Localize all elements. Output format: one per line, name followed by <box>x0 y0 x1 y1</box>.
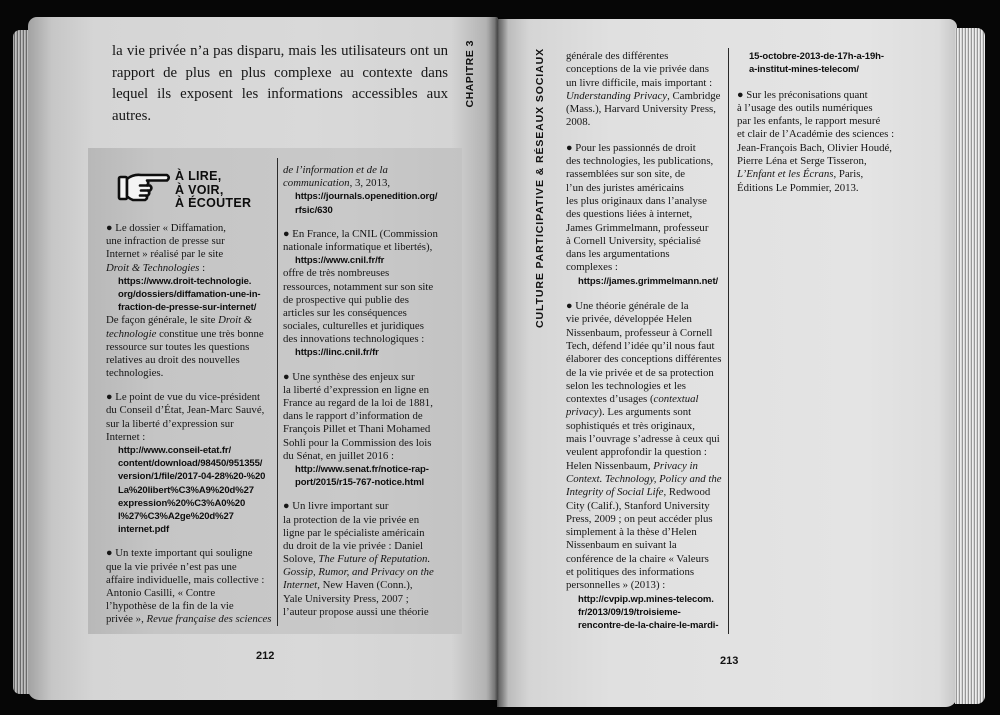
url-line: rfsic/630 <box>295 204 333 216</box>
text-line: ressources, notamment sur son site <box>283 280 434 293</box>
column-divider <box>728 48 729 634</box>
text-segment: , Cambridge <box>667 89 721 102</box>
italic-title: Context. Technology, Policy and the <box>566 472 722 485</box>
text-line: ● Sur les préconisations quant <box>737 88 868 101</box>
text-line: ligne par le spécialiste américain <box>283 526 425 539</box>
text-line <box>737 168 894 181</box>
text-line: (Mass.), Harvard University Press, <box>566 103 716 116</box>
text-line: de prospective qui publie des <box>283 293 409 306</box>
text-line: du Conseil d’État, Jean-Marc Sauvé, <box>106 404 265 417</box>
reading-entry <box>283 371 438 490</box>
heading-line: À LIRE, <box>175 169 222 183</box>
text-line: conférence de la chaire « Valeurs <box>566 552 709 565</box>
section-tab: CULTURE PARTICIPATIVE & RÉSEAUX SOCIAUX <box>534 48 546 328</box>
text-segment: , Paris, <box>833 168 864 181</box>
text-line: rassemblées sur son site, de <box>566 168 686 181</box>
text-line: ressource sur toutes les questions <box>106 340 250 353</box>
url-line: internet.pdf <box>118 524 170 536</box>
text-segment: Helen Nissenbaum, <box>566 459 654 472</box>
url-line: https://linc.cnil.fr/fr <box>295 347 379 359</box>
reading-entry <box>737 50 894 77</box>
text-segment: , 3, 2013, <box>349 177 391 190</box>
text-line: autres. <box>112 108 152 125</box>
text-line: à Cornell University, spécialisé <box>566 234 701 247</box>
italic-title: Internet <box>283 579 318 592</box>
reading-entry <box>566 300 722 632</box>
text-line <box>283 566 438 579</box>
italic-title: Droit & <box>218 314 253 327</box>
text-line: nationale informatique et libertés), <box>283 240 433 253</box>
reading-entry <box>106 222 272 380</box>
text-line: ● Un texte important qui souligne <box>106 547 253 560</box>
italic-title: Integrity of Social Life <box>566 486 664 499</box>
text-line: Nissenbaum en suivant la <box>566 539 677 552</box>
text-line <box>283 579 438 592</box>
page-number: 213 <box>720 655 739 667</box>
reading-box-heading <box>175 170 251 211</box>
text-line: Antonio Casilli, « Contre <box>106 586 216 599</box>
url-line: port/2015/r15-767-notice.html <box>295 477 425 489</box>
italic-title: privacy <box>566 406 599 419</box>
text-segment: privée », <box>106 613 147 626</box>
text-line: vie privée, développée Helen <box>566 313 692 326</box>
italic-title: technologie <box>106 327 157 340</box>
text-line: et politiques des informations <box>566 565 695 578</box>
text-segment: , Redwood <box>663 486 711 499</box>
text-line: ● En France, la CNIL (Commission <box>283 227 438 240</box>
text-line <box>106 314 272 327</box>
text-line <box>283 164 438 177</box>
text-segment: Solove, <box>283 553 319 566</box>
italic-title: Understanding Privacy <box>566 89 668 102</box>
text-line: Yale University Press, 2007 ; <box>283 592 409 605</box>
text-line <box>283 553 438 566</box>
text-line: France au regard de la loi de 1881, <box>283 397 433 409</box>
text-line: du Sénat, en juillet 2016 : <box>283 449 394 462</box>
url-line: org/dossiers/diffamation-une-in- <box>118 288 261 300</box>
text-line: l’hypothèse de la fin de la vie <box>106 600 234 613</box>
text-line: dans les argumentations <box>566 248 670 261</box>
italic-title: L’Enfant et les Écrans <box>737 168 834 181</box>
italic-title: de l’information et de la <box>283 164 388 176</box>
italic-title: Privacy in <box>653 459 698 472</box>
text-line: ● Le dossier « Diffamation, <box>106 222 226 234</box>
italic-title: contextual <box>653 393 699 406</box>
text-line <box>566 473 722 486</box>
url-line: 15-octobre-2013-de-17h-a-19h- <box>749 51 884 62</box>
text-line: des questions liées à internet, <box>566 208 693 221</box>
text-line: articles sur les conséquences <box>283 306 407 319</box>
heading-line: À VOIR, <box>175 182 224 197</box>
text-line: James Grimmelmann, professeur <box>566 221 709 234</box>
text-line: de la vie privée et de sa protection <box>566 366 714 379</box>
text-line: selon les technologies et les <box>566 379 686 392</box>
text-line: générale des différentes <box>566 50 669 62</box>
text-segment: ). Les arguments sont <box>598 406 692 419</box>
text-line: du droit de la vie privée : Daniel <box>283 539 424 552</box>
pointing-hand-icon <box>117 168 173 209</box>
text-line <box>566 460 722 473</box>
text-line: Press, 2009 ; on peut accéder plus <box>566 512 713 525</box>
reading-column-2 <box>283 164 438 619</box>
text-line: rapport de plus en plus complexe au contexte dans <box>112 64 448 81</box>
text-line: la liberté d’expression en ligne en <box>283 383 430 396</box>
text-line: Sohli pour la Commission des lois <box>283 436 432 449</box>
reading-entry <box>283 228 438 360</box>
url-line: http://www.senat.fr/notice-rap- <box>295 463 429 475</box>
text-line <box>566 90 722 103</box>
url-line: http://cvpip.wp.mines-telecom. <box>578 593 714 605</box>
text-line: ● Un livre important sur <box>283 500 389 513</box>
page-stack-right <box>955 28 985 704</box>
url-line: version/1/file/2017-04-28%20-%20 <box>118 471 266 483</box>
text-line: par les enfants, le rapport mesuré <box>737 115 881 128</box>
text-line: élaborer des conceptions différentes <box>566 353 722 366</box>
book-spine-shadow <box>486 17 508 707</box>
reading-column-1 <box>106 222 272 626</box>
text-line: technologies. <box>106 367 164 380</box>
text-line: ● Le point de vue du vice-président <box>106 391 261 404</box>
chapter-tab: CHAPITRE 3 <box>464 40 476 108</box>
url-line: https://journals.openedition.org/ <box>295 191 438 203</box>
text-line: Nissenbaum, professeur à Cornell <box>566 326 713 339</box>
text-line: que la vie privée n’est pas une <box>106 560 237 573</box>
url-line: l%27%C3%A2ge%20d%27 <box>118 510 234 522</box>
column-divider <box>277 158 278 626</box>
text-line: sur la liberté d’expression sur <box>106 417 234 430</box>
italic-title: The Future of Reputation. <box>318 553 431 566</box>
text-line: offre de très nombreuses <box>283 267 390 280</box>
text-line: ● Une synthèse des enjeux sur <box>283 370 415 383</box>
text-line: un livre difficile, mais important : <box>566 76 713 89</box>
text-segment: De façon générale, le site <box>106 314 219 327</box>
text-line <box>566 406 722 419</box>
text-line: complexes : <box>566 261 618 274</box>
url-line: http://www.conseil-etat.fr/ <box>118 445 232 456</box>
url-line: rencontre-de-la-chaire-le-mardi- <box>578 620 719 632</box>
url-line: https://www.cnil.fr/fr <box>295 255 385 267</box>
text-line: François Pillet et Thani Mohamed <box>283 423 431 436</box>
text-line: Tech, défend l’idée qu’il nous faut <box>566 339 715 352</box>
intro-paragraph <box>112 41 448 128</box>
url-line: https://www.droit-technologie. <box>118 275 252 287</box>
text-line: veulent approfondir la question : <box>566 446 707 459</box>
text-line: sociales, culturelles et juridiques <box>283 320 424 333</box>
text-line: mais l’ouvrage s’adresse à ceux qui <box>566 433 720 446</box>
reading-entry <box>283 164 438 217</box>
text-line: l’un des juristes américains <box>566 181 684 194</box>
text-line: la vie privée n’a pas disparu, mais les utilisateurs ont un <box>112 43 448 59</box>
url-line: expression%20%C3%A0%20 <box>118 497 246 509</box>
italic-title: communication <box>283 177 350 190</box>
reading-entry <box>283 500 438 619</box>
url-line: content/download/98450/951355/ <box>118 458 263 470</box>
text-line: à l’usage des outils numériques <box>737 101 873 114</box>
url-line: fraction-de-presse-sur-internet/ <box>118 302 257 314</box>
text-line: City (Calif.), Stanford University <box>566 499 710 512</box>
text-line: personnelles » (2013) : <box>566 579 666 592</box>
text-line: ● Pour les passionnés de droit <box>566 141 696 154</box>
text-line: 2008. <box>566 116 591 129</box>
reading-entry <box>566 142 722 288</box>
url-line: https://james.grimmelmann.net/ <box>578 275 719 287</box>
text-line: Éditions Le Pommier, 2013. <box>737 181 859 194</box>
text-line: des technologies, les publications, <box>566 155 714 168</box>
text-line <box>106 328 272 341</box>
text-line: dans le rapport d’information de <box>283 410 423 423</box>
reading-entry <box>106 391 272 536</box>
text-segment: : <box>199 261 206 274</box>
text-line: les plus originaux dans l’analyse <box>566 194 707 207</box>
text-line: des innovations technologiques : <box>283 333 425 346</box>
text-line: sophistiqués et très originaux, <box>566 419 695 432</box>
text-line: simplement à la thèse d’Helen <box>566 526 697 539</box>
text-line: et clair de l’Académie des sciences : <box>737 128 895 141</box>
text-line <box>283 177 438 190</box>
url-line: La%20libert%C3%A9%20d%27 <box>118 484 254 496</box>
text-line: Pierre Léna et Serge Tisseron, <box>737 155 867 168</box>
text-line: lequel ils exposent les informations accessibles aux <box>112 86 448 103</box>
text-line: conceptions de la vie privée dans <box>566 63 710 76</box>
text-line: ● Une théorie générale de la <box>566 300 689 313</box>
text-line: relatives au droit des nouvelles <box>106 353 240 366</box>
url-line: a-institut-mines-telecom/ <box>749 64 859 76</box>
page-number: 212 <box>256 650 275 662</box>
text-line: l’auteur propose aussi une théorie <box>283 605 429 618</box>
italic-title: Gossip, Rumor, and Privacy on the <box>283 566 434 579</box>
text-segment: contextes d’usages ( <box>566 393 654 406</box>
text-line <box>566 486 722 499</box>
text-line: la protection de la vie privée en <box>283 513 420 526</box>
text-segment: constitue une très bonne <box>156 327 264 340</box>
text-line <box>566 393 722 406</box>
italic-title: Revue française des sciences <box>146 613 272 626</box>
text-line <box>106 262 272 275</box>
text-line: une infraction de presse sur <box>106 235 225 248</box>
reading-entry <box>737 89 894 195</box>
reading-column-3 <box>566 50 722 632</box>
text-line: affaire individuelle, mais collective : <box>106 573 265 586</box>
text-line: Internet : <box>106 430 146 443</box>
italic-title: Droit & Technologies <box>106 261 200 274</box>
text-line: Internet » réalisé par le site <box>106 248 224 261</box>
text-segment: , New Haven (Conn.), <box>317 579 413 592</box>
url-line: fr/2013/09/19/troisieme- <box>578 606 681 618</box>
text-line: Jean-François Bach, Olivier Houdé, <box>737 141 893 154</box>
heading-line: À ÉCOUTER <box>175 196 252 211</box>
reading-column-4 <box>737 50 894 195</box>
reading-entry <box>566 50 722 130</box>
text-line <box>106 613 272 626</box>
reading-entry <box>106 547 272 626</box>
